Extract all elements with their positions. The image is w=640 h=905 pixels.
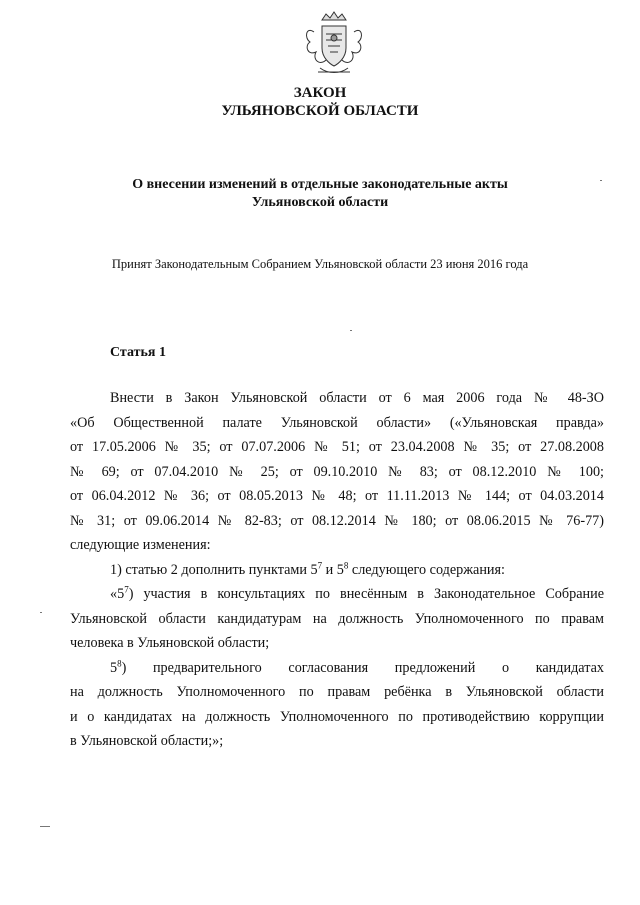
point-5-8-line: $5^8$) предварительного согласования предложений о кандидатах [110, 657, 604, 676]
point-5-7-line: «$5^7$) участия в консультациях по внесённым в Законодательное Собрание [110, 584, 604, 602]
scan-speck [40, 826, 50, 827]
document-title-region: УЛЬЯНОВСКОЙ ОБЛАСТИ [221, 103, 419, 119]
paragraph-line: Внести в Закон Ульяновской области от 6 мая 2006 года № 48-ЗО [110, 390, 604, 406]
paragraph-line: от 06.04.2012 № 36; от 08.05.2013 № 48; от 11.11.2013 № 144; от 04.03.2014 [70, 488, 604, 504]
adoption-note: Принят Законодательным Собранием Ульяновской области 23 июня 2016 года [111, 257, 529, 271]
document-subtitle: О внесении изменений в отдельные законодательные акты [132, 177, 508, 192]
amendment-item-1: 1) статью 2 дополнить пунктами $5^7$ и $5^8$ следующего содержания: [110, 559, 505, 578]
document-title: ЗАКОН [293, 85, 347, 101]
scan-speck [350, 330, 352, 331]
point-5-8-line: на должность Уполномоченного по правам ребёнка в Ульяновской области [70, 684, 604, 700]
paragraph-line: «Об Общественной палате Ульяновской области» («Ульяновская правда» [70, 414, 604, 431]
coat-of-arms-emblem [298, 8, 370, 80]
article-body [70, 386, 604, 754]
paragraph-line: № 31; от 09.06.2014 № 82-83; от 08.12.2014 № 180; от 08.06.2015 № 76-77) [70, 512, 604, 529]
article-heading: Статья 1 [110, 345, 166, 360]
scan-speck [40, 612, 42, 613]
point-5-8-line: в Ульяновской области;»; [70, 733, 224, 749]
scan-speck [600, 180, 602, 181]
point-5-7-line: Ульяновской области кандидатурам на должность Уполномоченного по правам [70, 610, 604, 627]
paragraph-line: следующие изменения: [70, 537, 211, 553]
paragraph-line: от 17.05.2006 № 35; от 07.07.2006 № 51; от 23.04.2008 № 35; от 27.08.2008 [70, 439, 604, 455]
document-subtitle-continued: Ульяновской области [251, 195, 389, 210]
point-5-7-line: человека в Ульяновской области; [70, 635, 270, 651]
paragraph-line: № 69; от 07.04.2010 № 25; от 09.10.2010 № 83; от 08.12.2010 № 100; [70, 463, 604, 480]
point-5-8-line: и о кандидатах на должность Уполномоченного по противодействию коррупции [70, 708, 604, 725]
